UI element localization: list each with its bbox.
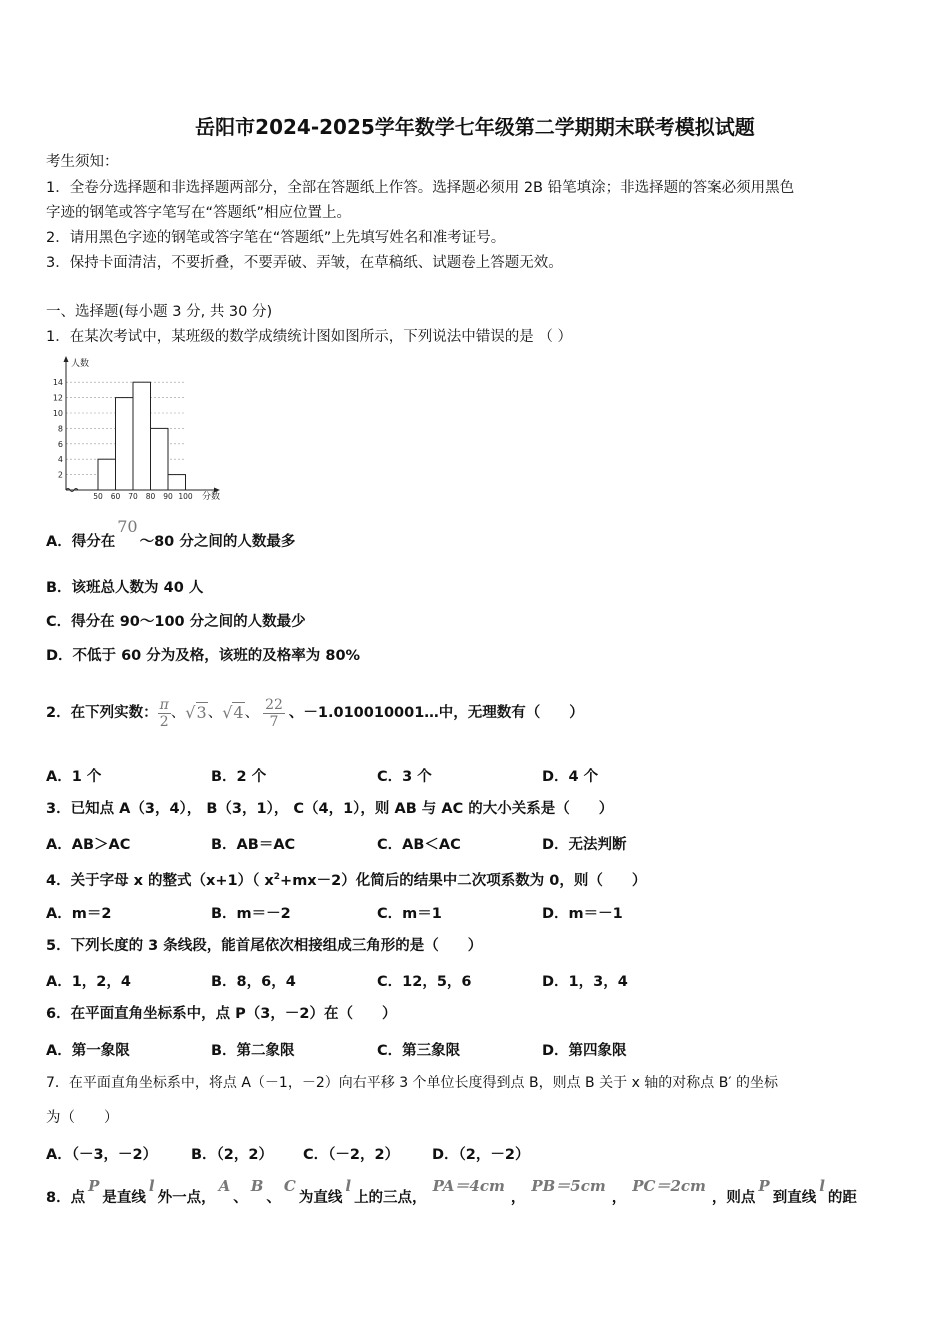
bar-50-60: [98, 459, 116, 490]
bar-80-90: [151, 428, 169, 490]
q2-fraction-pi-over-2: [158, 697, 171, 730]
q7-stem-line-2: 为（ ）: [46, 1110, 119, 1126]
q4-stem-post: +mx－2）化简后的结果中二次项系数为 0，则（ ）: [280, 872, 647, 889]
q3-stem: 3．已知点 A（3，4）， B（3，1）， C（4，1），则 AB 与 AC 的大小关系是（ ）: [46, 801, 614, 817]
y-tick-label-8: 8: [57, 424, 63, 434]
y-tick-label-4: 4: [57, 455, 63, 465]
histogram-chart: [46, 352, 236, 502]
q8-line-l-2: l: [345, 1177, 352, 1195]
q1-option-a[interactable]: [46, 517, 296, 552]
q8-comma-2: ，: [611, 1190, 627, 1206]
q8-point-c: C: [283, 1177, 296, 1195]
q2-option-a[interactable]: A．1 个: [46, 769, 102, 785]
page-title: 岳阳市2024-2025学年数学七年级第二学期期末联考模拟试题: [195, 115, 755, 139]
q4-stem-pre: 4．关于字母 x 的整式（x+1）（ x: [46, 872, 274, 889]
chart-bars: [98, 382, 186, 490]
q3-option-c[interactable]: C．AB＜AC: [377, 837, 461, 853]
x-tick-label-50: 50: [93, 492, 103, 501]
q2-option-d[interactable]: D．4 个: [542, 769, 599, 785]
notice-line-2: 2．请用黑色字迹的钢笔或答字笔在“答题纸”上先填写姓名和准考证号。: [46, 230, 506, 246]
x-tick-label-100: 100: [178, 492, 193, 501]
notice-heading: 考生须知：: [46, 154, 119, 170]
bar-90-100: [168, 475, 186, 490]
q3-option-d[interactable]: D．无法判断: [542, 837, 627, 853]
q8-point-p-2: P: [758, 1177, 770, 1195]
q8-text-7: 到直线: [772, 1190, 817, 1206]
q6-option-c[interactable]: C．第三象限: [377, 1043, 461, 1059]
notice-line-1b: 字迹的钢笔或答字笔写在“答题纸”相应位置上。: [46, 205, 352, 221]
q2-fraction-22-over-7: [263, 697, 285, 730]
q2-fraction-numerator: 22: [265, 696, 283, 713]
q5-option-b[interactable]: B．8，6，4: [211, 974, 296, 990]
q2-fraction-denominator: 7: [269, 713, 279, 730]
q2-option-b[interactable]: B．2 个: [211, 769, 267, 785]
q8-text-4: 为直线: [298, 1190, 343, 1206]
q8-text-3: 外一点，: [157, 1190, 216, 1206]
q2-separator-2: 、: [207, 705, 223, 721]
q8-text-2: 是直线: [102, 1190, 146, 1206]
q2-sqrt-4-radicand: 4: [233, 703, 244, 722]
x-tick-label-60: 60: [110, 492, 121, 501]
q2-option-c[interactable]: C．3 个: [377, 769, 432, 785]
q8-point-p: P: [88, 1177, 100, 1195]
q8-comma-1: ，: [510, 1190, 526, 1206]
q6-option-a[interactable]: A．第一象限: [46, 1043, 130, 1059]
q1-option-d[interactable]: D．不低于 60 分为及格，该班的及格率为 80%: [46, 648, 361, 664]
x-tick-label-70: 70: [128, 492, 138, 501]
q8-line-l: l: [148, 1177, 155, 1195]
q4-option-c[interactable]: C．m＝1: [377, 906, 442, 922]
bar-70-80: [133, 382, 151, 490]
y-tick-label-2: 2: [57, 470, 63, 480]
q4-stem: [46, 867, 646, 891]
q8-text-5: 上的三点，: [354, 1190, 427, 1206]
q6-stem: 6．在平面直角坐标系中，点 P（3，－2）在（ ）: [46, 1006, 397, 1022]
q2-sqrt-3: √3: [185, 703, 207, 722]
y-tick-labels: [53, 378, 63, 479]
q4-option-b[interactable]: B．m＝－2: [211, 906, 291, 922]
q1-option-a-pre: A．得分在: [46, 534, 116, 550]
q6-option-d[interactable]: D．第四象限: [542, 1043, 627, 1059]
q8-text-1: 8．点: [46, 1190, 86, 1206]
q7-option-b[interactable]: B．（2，2）: [191, 1147, 273, 1163]
q2-sqrt-3-radicand: 3: [196, 703, 207, 722]
q2-separator-3: 、: [244, 705, 260, 721]
q3-option-a[interactable]: A．AB＞AC: [46, 837, 131, 853]
y-axis-arrow: [64, 356, 69, 362]
q1-option-b[interactable]: B．该班总人数为 40 人: [46, 580, 204, 596]
q8-separator-2: 、: [266, 1190, 281, 1206]
y-tick-label-10: 10: [52, 409, 63, 418]
q2-separator-1: 、: [170, 705, 186, 721]
y-axis-label: 人数: [71, 359, 90, 369]
q8-pc-length: PC＝2cm: [632, 1177, 706, 1195]
q4-option-d[interactable]: D．m＝－1: [542, 906, 623, 922]
q8-pb-length: PB＝5cm: [531, 1177, 606, 1195]
q7-option-a[interactable]: A．（－3，－2）: [46, 1147, 158, 1163]
q2-stem-post: 、－1.010010001…中，无理数有（ ）: [288, 705, 584, 721]
q8-text-8: 的距: [827, 1190, 857, 1206]
q5-option-a[interactable]: A．1，2，4: [46, 974, 131, 990]
y-tick-label-12: 12: [52, 393, 63, 403]
q8-stem: [46, 1178, 857, 1208]
q8-pa-length: PA＝4cm: [432, 1177, 505, 1195]
q4-superscript: 2: [273, 872, 281, 882]
q2-stem-pre: 2．在下列实数：: [46, 705, 158, 721]
y-tick-label-6: 6: [57, 439, 63, 449]
q7-option-d[interactable]: D．（2，－2）: [432, 1147, 530, 1163]
notice-line-3: 3．保持卡面清洁，不要折叠，不要弄破、弄皱，在草稿纸、试题卷上答题无效。: [46, 255, 563, 271]
q6-option-b[interactable]: B．第二象限: [211, 1043, 295, 1059]
q1-option-a-number: 70: [117, 517, 138, 536]
notice-line-1a: 1．全卷分选择题和非选择题两部分，全部在答题纸上作答。选择题必须用 2B 铅笔填涂；非选择题的答案必须用黑色: [46, 180, 795, 196]
q3-option-b[interactable]: B．AB＝AC: [211, 837, 296, 853]
q5-option-d[interactable]: D．1，3，4: [542, 974, 628, 990]
x-tick-labels: [93, 492, 193, 501]
section-heading: 一、选择题(每小题 3 分, 共 30 分): [46, 304, 273, 320]
q2-stem: [46, 690, 584, 736]
q1-stem: 1．在某次考试中，某班级的数学成绩统计图如图所示，下列说法中错误的是 （ ）: [46, 329, 572, 345]
q2-pi-denominator: 2: [159, 713, 169, 730]
q8-separator-1: 、: [233, 1190, 248, 1206]
bar-60-70: [116, 398, 134, 490]
q2-pi-numerator: π: [159, 696, 169, 713]
q8-point-a: A: [218, 1177, 231, 1195]
q8-point-b: B: [250, 1177, 264, 1195]
y-tick-label-14: 14: [52, 378, 63, 388]
q5-stem: 5．下列长度的 3 条线段，能首尾依次相接组成三角形的是（ ）: [46, 938, 483, 954]
q2-sqrt-4: √4: [222, 703, 244, 722]
x-tick-label-90: 90: [163, 492, 173, 501]
x-axis-label: 分数: [202, 492, 221, 502]
x-tick-label-80: 80: [145, 492, 156, 501]
q4-option-a[interactable]: A．m＝2: [46, 906, 112, 922]
q8-text-6: ，则点: [711, 1190, 756, 1206]
q5-option-c[interactable]: C．12，5，6: [377, 974, 472, 990]
q7-option-c[interactable]: C．（－2，2）: [303, 1147, 400, 1163]
q1-option-c[interactable]: C．得分在 90～100 分之间的人数最少: [46, 614, 306, 630]
q8-line-l-3: l: [819, 1177, 825, 1195]
q7-stem-line-1: 7．在平面直角坐标系中，将点 A（－1，－2）向右平移 3 个单位长度得到点 B，则点 B 关于 x 轴的对称点 B′ 的坐标: [46, 1075, 778, 1091]
q1-option-a-post: ～80 分之间的人数最多: [139, 534, 296, 550]
